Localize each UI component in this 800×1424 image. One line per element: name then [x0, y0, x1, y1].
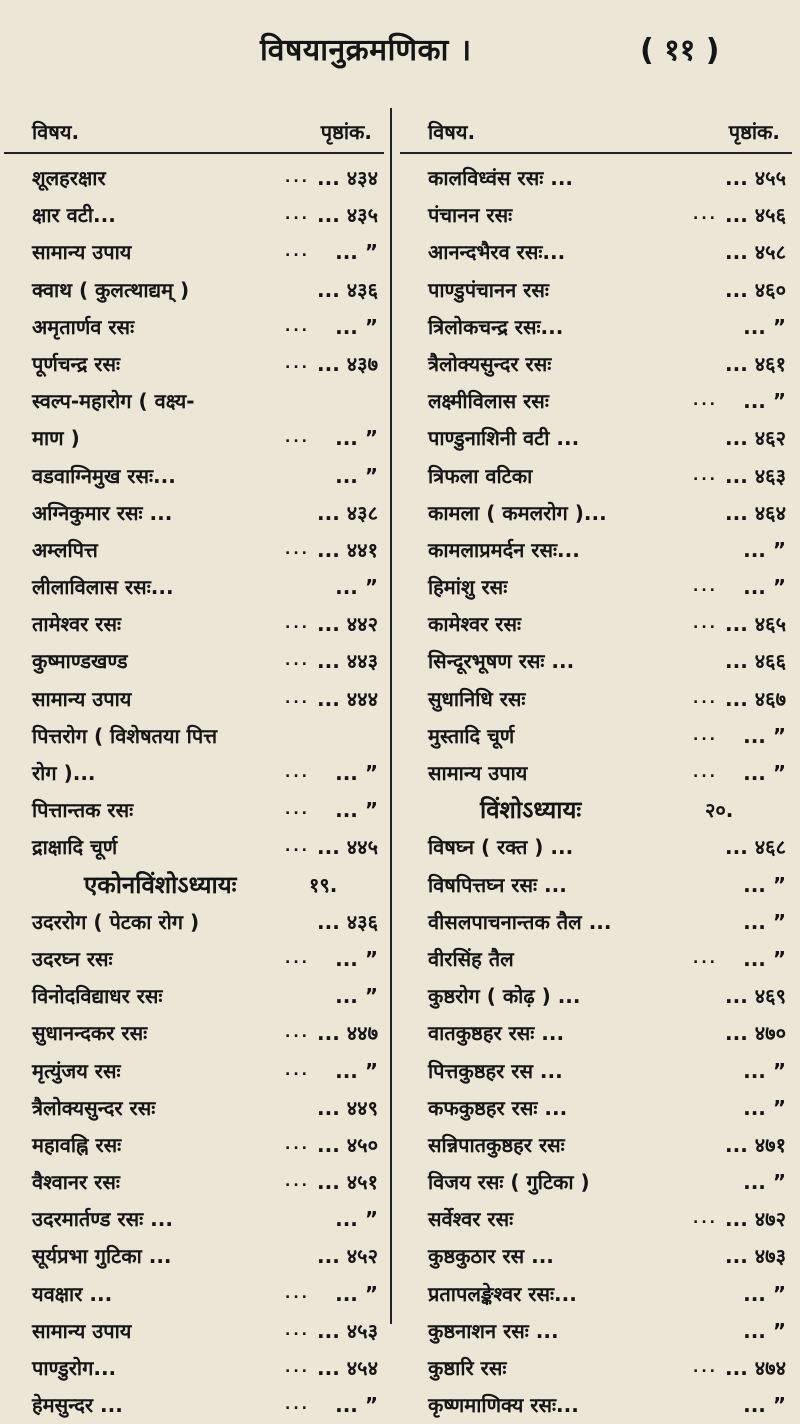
entry-title: त्रिलोकचन्द्र रसः...	[428, 314, 564, 339]
index-entry	[400, 829, 792, 866]
entry-page: ... ४७४	[725, 1356, 786, 1380]
entry-page: ... ४३८	[317, 500, 378, 525]
entry-page: ... ४४२	[317, 612, 378, 637]
chapter-title: एकोनविंशोऽध्यायः	[84, 870, 237, 899]
entry-page: ... ”	[743, 723, 786, 748]
entry-page: ... ”	[743, 946, 786, 971]
entry-page: ... ”	[335, 426, 378, 451]
index-entry	[4, 643, 384, 680]
entry-title: वातकुष्ठहर रसः ...	[428, 1021, 565, 1046]
entry-page: ... ४३७	[317, 351, 378, 376]
chapter-heading	[4, 867, 384, 904]
entry-title: विनोदविद्याधर रसः	[32, 984, 163, 1009]
entry-page: ... ”	[335, 240, 378, 265]
entry-title: सामान्य उपाय	[32, 240, 132, 265]
entry-page: ... ”	[335, 984, 378, 1009]
header-rule	[4, 152, 384, 154]
entry-page: ... ४५६	[725, 203, 786, 228]
entry-title: पाण्डुनाशिनी वटी ...	[428, 426, 580, 451]
left-column	[4, 110, 384, 1424]
entry-title: महावह्नि रसः	[32, 1132, 122, 1157]
entry-title: वीरसिंह तैल	[428, 946, 514, 971]
entry-page: ... ४६३	[725, 463, 786, 488]
entry-title: अम्लपित्त	[32, 537, 98, 562]
entry-page: ... ”	[335, 463, 378, 488]
entry-page: ... ”	[335, 946, 378, 971]
entry-title: हेमसुन्दर ...	[32, 1393, 123, 1418]
entry-page: ... ४३४	[317, 166, 378, 190]
index-entry	[400, 941, 792, 978]
leader-dots: ...	[285, 1322, 310, 1339]
entry-title: सामान्य उपाय	[428, 761, 528, 785]
entry-title: तामेश्वर रसः	[32, 612, 122, 637]
entry-page: ... ४६५	[725, 612, 786, 637]
entry-title: पित्तरोग ( विशेषतया पित्त	[32, 723, 218, 748]
entry-page: ... ४७३	[725, 1244, 786, 1269]
chapter-heading	[400, 792, 792, 829]
leader-dots: ...	[285, 1174, 310, 1191]
page-number: ( ११ )	[640, 33, 720, 68]
entry-title: अग्निकुमार रसः ...	[32, 500, 173, 525]
entry-title: कुष्ठनाशन रसः ...	[428, 1318, 559, 1343]
entry-title: कुष्ठरोग ( कोढ़ ) ...	[428, 984, 581, 1009]
index-entry	[4, 1313, 384, 1350]
index-entry	[4, 1053, 384, 1090]
leader-dots: ...	[693, 393, 718, 410]
index-entry	[400, 1350, 792, 1387]
index-entry	[400, 197, 792, 234]
leader-dots: ...	[693, 950, 718, 967]
index-entry	[4, 532, 384, 569]
leader-dots: ...	[285, 244, 310, 261]
index-entry	[400, 1201, 792, 1238]
entry-title: सामान्य उपाय	[32, 1318, 132, 1343]
entry-title: उदरघ्न रसः	[32, 946, 113, 971]
right-column	[400, 110, 792, 1424]
entry-title: अमृतार्णव रसः	[32, 314, 135, 339]
leader-dots: ...	[285, 430, 310, 447]
leader-dots: ...	[693, 616, 718, 633]
entry-page: ... ”	[743, 1095, 786, 1120]
entry-title: शूलहरक्षार	[32, 166, 106, 190]
index-entry	[400, 160, 792, 197]
entry-title: पाण्डुपंचानन रसः	[428, 277, 549, 302]
entry-page: ... ”	[335, 761, 378, 785]
entry-page: ... ४७२	[725, 1207, 786, 1232]
index-entry	[4, 978, 384, 1015]
index-entry	[4, 606, 384, 643]
entry-page: ... ४४३	[317, 649, 378, 674]
topic-heading: विषय.	[32, 120, 80, 144]
entry-page: ... ४६४	[725, 500, 786, 525]
entry-page: ... ”	[335, 798, 378, 823]
leader-dots: ...	[693, 1211, 718, 1228]
entry-page: ... ”	[335, 1207, 378, 1232]
entry-page: ... ४५८	[725, 240, 786, 265]
index-entry	[400, 1015, 792, 1052]
left-entries	[4, 160, 384, 1424]
entry-page: ... ”	[335, 314, 378, 339]
entry-title: क्षार वटी...	[32, 203, 116, 228]
entry-title: वैश्वानर रसः	[32, 1170, 120, 1195]
entry-page: ... ”	[743, 537, 786, 562]
entry-title: कामला ( कमलरोग )...	[428, 500, 607, 525]
entry-title: पंचानन रसः	[428, 203, 513, 228]
entry-page: ... ४५२	[317, 1244, 378, 1269]
index-entry	[400, 383, 792, 420]
entry-title: आनन्दभैरव रसः...	[428, 240, 566, 265]
entry-page: ... ”	[743, 909, 786, 934]
leader-dots: ...	[285, 1397, 310, 1414]
index-entry	[400, 569, 792, 606]
entry-title: विषघ्न ( रक्त ) ...	[428, 835, 574, 860]
leader-dots: ...	[285, 1025, 310, 1042]
index-entry	[400, 606, 792, 643]
index-entry	[4, 1090, 384, 1127]
index-entry	[4, 1164, 384, 1201]
index-entry	[4, 234, 384, 271]
chapter-title: विंशोऽध्यायः	[480, 796, 582, 825]
leader-dots: ...	[285, 170, 310, 186]
entry-page: ... ”	[743, 1393, 786, 1418]
index-entry	[400, 1276, 792, 1313]
index-entry	[4, 1238, 384, 1275]
index-entry	[4, 160, 384, 197]
entry-title: मुस्तादि चूर्ण	[428, 723, 515, 748]
entry-page: ... ४६१	[725, 351, 786, 376]
entry-page: ... ४५१	[317, 1170, 378, 1195]
index-entry	[400, 755, 792, 792]
index-entry	[4, 1127, 384, 1164]
leader-dots: ...	[285, 207, 310, 224]
entry-page: ... ४४९	[317, 1095, 378, 1120]
index-entry	[400, 309, 792, 346]
leader-dots: ...	[693, 207, 718, 224]
entry-page: ... ”	[335, 1281, 378, 1306]
entry-title: मृत्युंजय रसः	[32, 1058, 121, 1083]
entry-title: कामेश्वर रसः	[428, 612, 522, 637]
index-entry	[4, 495, 384, 532]
index-entry	[400, 978, 792, 1015]
leader-dots: ...	[693, 1360, 718, 1376]
entry-page: ... ”	[743, 872, 786, 897]
entry-title: कुष्माण्डखण्ड	[32, 649, 128, 674]
index-entry	[400, 234, 792, 271]
entry-page: ... ४३५	[317, 203, 378, 228]
page-heading: पृष्ठांक.	[728, 120, 780, 144]
index-entry	[400, 867, 792, 904]
entry-page: ... ४४१	[317, 537, 378, 562]
index-entry	[400, 1313, 792, 1350]
index-entry	[400, 1164, 792, 1201]
entry-title: त्रिफला वटिका	[428, 463, 533, 488]
entry-title: माण )	[32, 426, 80, 451]
entry-title: क्वाथ ( कुलत्थाद्यम् )	[32, 277, 190, 302]
leader-dots: ...	[285, 690, 310, 707]
index-entry	[400, 272, 792, 309]
leader-dots: ...	[285, 1136, 310, 1153]
entry-title: कुष्ठारि रसः	[428, 1356, 507, 1380]
index-entry	[4, 420, 384, 457]
entry-page: ... ”	[743, 1281, 786, 1306]
entry-page: ... ”	[335, 1058, 378, 1083]
index-entry	[400, 1387, 792, 1424]
right-column-header	[400, 110, 792, 150]
entry-page: ... ४४५	[317, 835, 378, 860]
entry-title: पाण्डुरोग...	[32, 1356, 117, 1380]
page-heading: पृष्ठांक.	[320, 120, 372, 144]
entry-page: ... ४४७	[317, 1021, 378, 1046]
index-entry	[4, 941, 384, 978]
entry-page: ... ”	[335, 1393, 378, 1418]
index-entry	[4, 1015, 384, 1052]
index-entry	[4, 718, 384, 755]
entry-title: उदरमार्तण्ड रसः ...	[32, 1207, 173, 1232]
index-entry	[4, 681, 384, 718]
page-header	[0, 22, 800, 72]
column-divider	[390, 108, 392, 1324]
entry-page: ... ”	[743, 1318, 786, 1343]
entry-title: उदररोग ( पेटका रोग )	[32, 909, 200, 934]
entry-title: पूर्णचन्द्र रसः	[32, 351, 121, 376]
entry-page: ... ”	[743, 1170, 786, 1195]
chapter-number: १९.	[309, 872, 338, 897]
leader-dots: ...	[285, 653, 310, 670]
entry-title: लक्ष्मीविलास रसः	[428, 389, 549, 414]
entry-title: लीलाविलास रसः...	[32, 575, 174, 600]
index-entry	[400, 532, 792, 569]
index-entry	[4, 829, 384, 866]
entry-page: ... ४५४	[317, 1356, 378, 1380]
index-entry	[4, 272, 384, 309]
entry-page: ... ४७०	[725, 1021, 786, 1046]
index-entry	[400, 681, 792, 718]
entry-title: हिमांशु रसः	[428, 575, 508, 600]
entry-page: ... ४७१	[725, 1132, 786, 1157]
entry-title: वडवाग्निमुख रसः...	[32, 463, 176, 488]
entry-title: सिन्दूरभूषण रसः ...	[428, 649, 575, 674]
entry-title: सामान्य उपाय	[32, 686, 132, 711]
index-entry	[400, 1127, 792, 1164]
leader-dots: ...	[693, 727, 718, 744]
leader-dots: ...	[285, 355, 310, 372]
entry-title: विषपित्तघ्न रसः ...	[428, 872, 567, 897]
entry-page: ... ४३६	[317, 277, 378, 302]
leader-dots: ...	[693, 579, 718, 596]
index-entry	[400, 1053, 792, 1090]
index-entry	[4, 346, 384, 383]
entry-page: ... ”	[335, 575, 378, 600]
leader-dots: ...	[285, 616, 310, 633]
entry-title: कुष्ठकुठार रस ...	[428, 1244, 554, 1269]
entry-title: पित्तकुष्ठहर रस ...	[428, 1058, 563, 1083]
leader-dots: ...	[693, 467, 718, 484]
index-entry	[4, 1201, 384, 1238]
entry-title: त्रैलोक्यसुन्दर रसः	[428, 351, 552, 376]
topic-heading: विषय.	[428, 120, 476, 144]
entry-page: ... ”	[743, 1058, 786, 1083]
leader-dots: ...	[285, 1285, 310, 1302]
right-entries	[400, 160, 792, 1424]
index-entry	[400, 420, 792, 457]
entry-title: प्रतापलङ्केश्वर रसः...	[428, 1281, 577, 1306]
page-title: विषयानुक्रमणिका ।	[260, 33, 472, 68]
entry-title: रोग )...	[32, 761, 96, 785]
index-entry	[4, 383, 384, 420]
entry-title: सर्वेश्वर रसः	[428, 1207, 514, 1232]
leader-dots: ...	[285, 1360, 310, 1376]
entry-title: सूर्यप्रभा गुटिका ...	[32, 1244, 172, 1269]
chapter-number: २०.	[705, 798, 734, 823]
index-entry	[400, 458, 792, 495]
leader-dots: ...	[285, 1062, 310, 1079]
entry-page: ... ४५०	[317, 1132, 378, 1157]
entry-title: स्वल्प-महारोग ( वक्ष्य-	[32, 389, 195, 414]
entry-title: कामलाप्रमर्दन रसः...	[428, 537, 580, 562]
entry-title: कालविध्वंस रसः ...	[428, 166, 574, 190]
entry-title: सन्निपातकुष्ठहर रसः	[428, 1132, 565, 1157]
index-entry	[4, 904, 384, 941]
index-entry	[4, 458, 384, 495]
index-entry	[4, 792, 384, 829]
entry-page: ... ”	[743, 389, 786, 414]
entry-title: कफकुष्ठहर रसः ...	[428, 1095, 568, 1120]
entry-page: ... ४६७	[725, 686, 786, 711]
entry-title: सुधानिधि रसः	[428, 686, 526, 711]
index-entry	[4, 1350, 384, 1387]
leader-dots: ...	[285, 950, 310, 967]
leader-dots: ...	[693, 765, 718, 781]
index-entry	[400, 718, 792, 755]
index-entry	[4, 309, 384, 346]
entry-title: वीसलपाचनान्तक तैल ...	[428, 909, 612, 934]
index-entry	[400, 1238, 792, 1275]
entry-page: ... ४६८	[725, 835, 786, 860]
entry-title: पित्तान्तक रसः	[32, 798, 134, 823]
index-entry	[4, 197, 384, 234]
entry-page: ... ”	[743, 314, 786, 339]
entry-page: ... ४६९	[725, 984, 786, 1009]
leader-dots: ...	[285, 839, 310, 856]
entry-page: ... ”	[743, 761, 786, 785]
entry-title: यवक्षार ...	[32, 1281, 113, 1306]
entry-title: सुधानन्दकर रसः	[32, 1021, 148, 1046]
index-entry	[400, 1090, 792, 1127]
entry-page: ... ”	[743, 575, 786, 600]
index-entry	[4, 755, 384, 792]
entry-page: ... ४४४	[317, 686, 378, 711]
entry-title: त्रैलोक्यसुन्दर रसः	[32, 1095, 156, 1120]
leader-dots: ...	[285, 802, 310, 819]
header-rule	[400, 152, 792, 154]
leader-dots: ...	[285, 765, 310, 781]
index-entry	[400, 643, 792, 680]
left-column-header	[4, 110, 384, 150]
index-entry	[400, 904, 792, 941]
entry-page: ... ४५५	[725, 166, 786, 190]
leader-dots: ...	[285, 541, 310, 558]
leader-dots: ...	[693, 690, 718, 707]
index-entry	[4, 1276, 384, 1313]
index-entry	[4, 569, 384, 606]
index-entry	[400, 346, 792, 383]
entry-page: ... ४६६	[725, 649, 786, 674]
entry-title: द्राक्षादि चूर्ण	[32, 835, 118, 860]
entry-page: ... ४६०	[725, 277, 786, 302]
entry-title: विजय रसः ( गुटिका )	[428, 1170, 590, 1195]
entry-page: ... ४३६	[317, 909, 378, 934]
index-entry	[4, 1387, 384, 1424]
entry-title: कृष्णमाणिक्य रसः...	[428, 1393, 579, 1418]
index-entry	[400, 495, 792, 532]
entry-page: ... ४५३	[317, 1318, 378, 1343]
entry-page: ... ४६२	[725, 426, 786, 451]
leader-dots: ...	[285, 318, 310, 335]
